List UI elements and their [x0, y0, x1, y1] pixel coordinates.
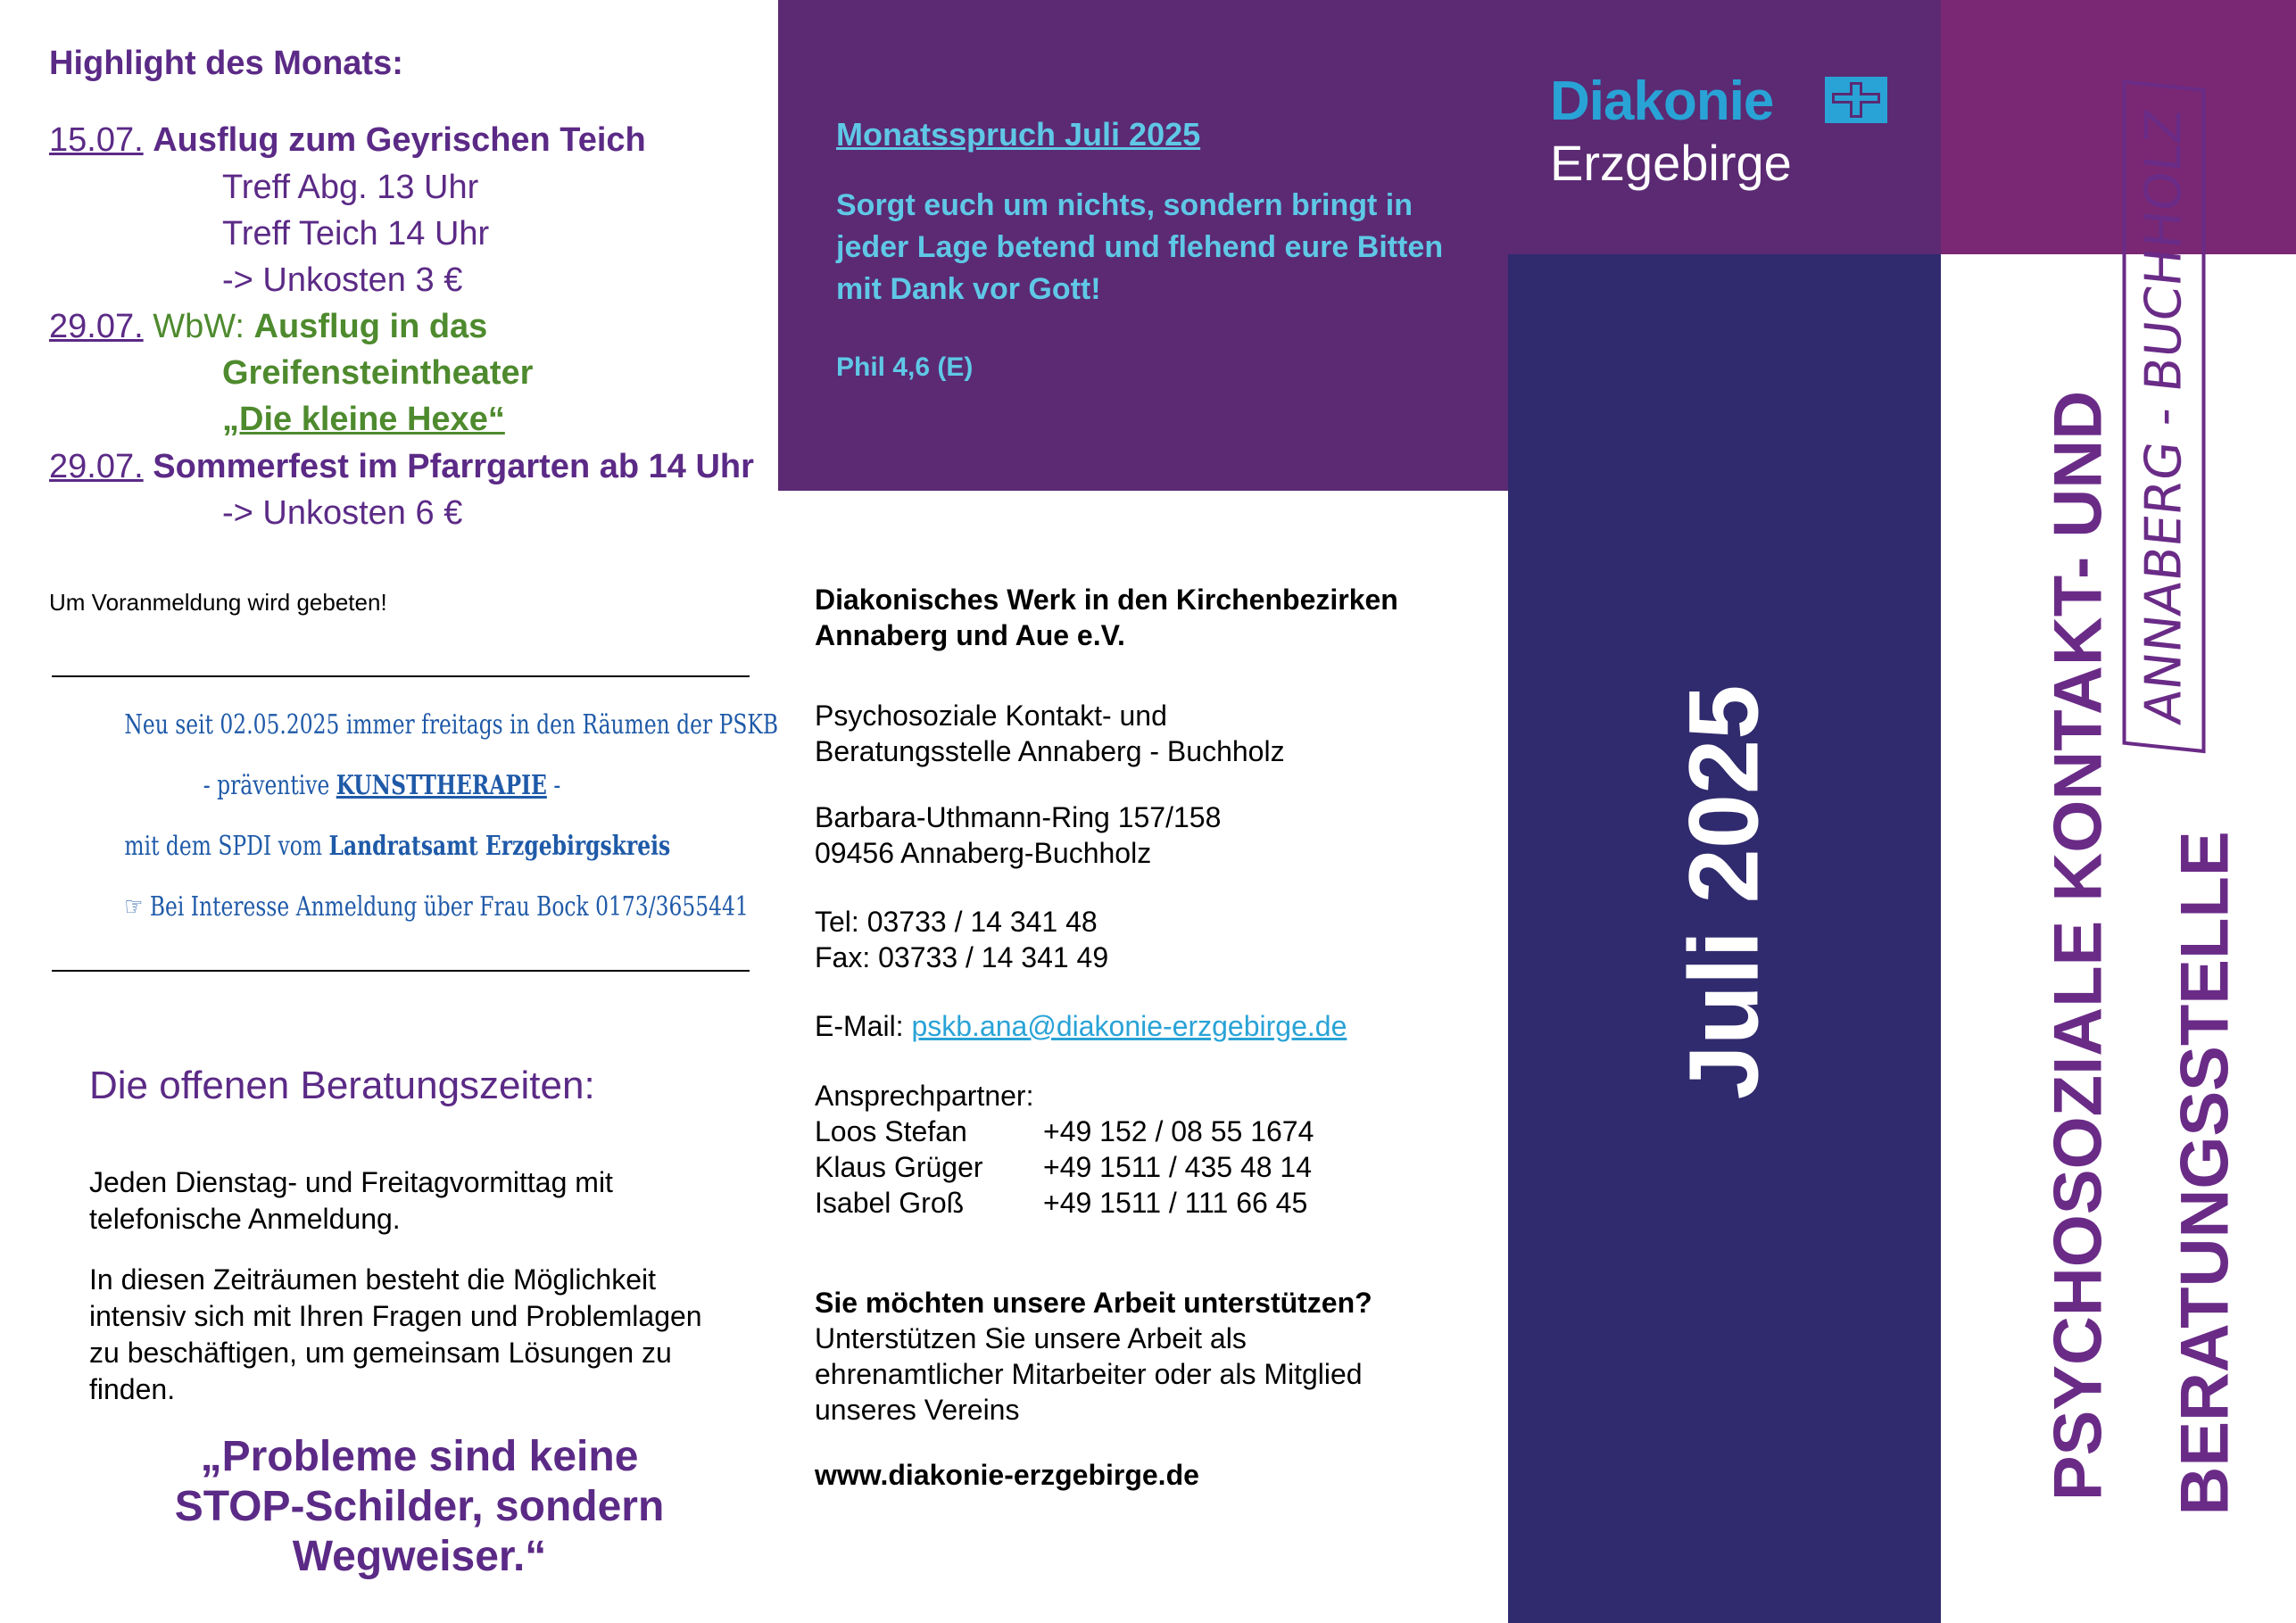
event-3-title: Sommerfest im Pfarrgarten ab 14 Uhr	[153, 448, 754, 485]
art-therapy-partner-pre: mit dem SPDI vom	[124, 831, 323, 862]
contact-person-name: Isabel Groß	[815, 1187, 965, 1219]
diakonie-cross-icon	[1825, 77, 1887, 123]
consultation-heading: Die offenen Beratungszeiten:	[89, 1064, 595, 1107]
email-label: E-Mail:	[815, 1010, 904, 1042]
art-therapy-post: -	[553, 770, 561, 801]
phone-numbers	[815, 904, 1108, 975]
art-therapy-intro: Neu seit 02.05.2025 immer freitags in den Räumen der PSKB	[124, 709, 779, 741]
event-2-venue: Greifensteintheater	[222, 354, 534, 392]
event-2-date: 29.07.	[49, 308, 144, 345]
address-street: Barbara-Uthmann-Ring 157/158	[815, 801, 1222, 833]
support-section	[815, 1285, 1372, 1428]
location-stamp	[2123, 85, 2206, 749]
cover-title-line-2: BERATUNGSSTELLE	[2167, 831, 2243, 1516]
event-1-meeting-1: Treff Abg. 13 Uhr	[222, 169, 479, 206]
event-1-meeting-2: Treff Teich 14 Uhr	[222, 215, 490, 253]
organization-name	[815, 582, 1398, 653]
email-link[interactable]: pskb.ana@diakonie-erzgebirge.de	[911, 1010, 1347, 1042]
quote-line-1: „Probleme sind keine	[200, 1433, 639, 1480]
fax: Fax: 03733 / 14 341 49	[815, 941, 1109, 973]
consultation-times: Jeden Dienstag- und Freitagvormittag mit telefonische Anmeldung.	[89, 1166, 613, 1235]
event-2-prefix: WbW:	[153, 308, 245, 345]
service-line-2: Beratungsstelle Annaberg - Buchholz	[815, 735, 1285, 767]
event-2-title: Ausflug in das	[253, 308, 488, 345]
pointing-hand-icon: ☞	[124, 891, 144, 923]
art-therapy-contact: Bei Interesse Anmeldung über Frau Bock 0173/3655441	[149, 891, 749, 923]
art-therapy-line-4	[124, 891, 749, 923]
contact-person-phone: +49 152 / 08 55 1674	[1043, 1115, 1314, 1147]
monthly-verse-reference: Phil 4,6 (E)	[836, 352, 974, 382]
contact-person-phone: +49 1511 / 111 66 45	[1043, 1187, 1308, 1219]
contact-persons-label: Ansprechpartner:	[815, 1080, 1034, 1112]
art-therapy-partner: Landratsamt Erzgebirgskreis	[328, 831, 671, 862]
contact-person-name: Klaus Grüger	[815, 1151, 983, 1183]
quote-line-2: STOP-Schilder, sondern	[174, 1483, 665, 1530]
support-title: Sie möchten unsere Arbeit unterstützen?	[815, 1287, 1372, 1319]
service-name	[815, 698, 1285, 769]
location-stamp-text: ANNABERG - BUCHHOLZ	[2123, 80, 2206, 753]
event-3-date: 29.07.	[49, 448, 144, 485]
art-therapy-line-3	[124, 831, 671, 862]
art-therapy-pre: - präventive	[203, 770, 330, 801]
telephone: Tel: 03733 / 14 341 48	[815, 906, 1098, 938]
consultation-description: In diesen Zeiträumen besteht die Möglichkeit intensiv sich mit Ihren Fragen und Problemlagen zu beschäftigen, um gemeinsam Lösungen zu finden.	[89, 1263, 702, 1405]
address	[815, 799, 1221, 871]
website[interactable]	[815, 1457, 1199, 1493]
event-3	[49, 448, 754, 486]
monthly-verse-title: Monatsspruch Juli 2025	[836, 116, 1201, 153]
contact-person-row	[815, 1149, 1314, 1185]
quote-line-3: Wegweiser.“	[292, 1533, 547, 1580]
website-link[interactable]: www.diakonie-erzgebirge.de	[815, 1459, 1199, 1491]
event-2	[49, 308, 487, 346]
monthly-verse-text: Sorgt euch um nichts, sondern bringt in jeder Lage betend und flehend eure Bitten mit Dank vor Gott!	[836, 188, 1444, 306]
service-line-1: Psychosoziale Kontakt- und	[815, 700, 1167, 732]
contact-person-name: Loos Stefan	[815, 1115, 967, 1147]
quote	[116, 1432, 723, 1582]
art-therapy-line-2	[124, 770, 639, 801]
support-line-1: Unterstützen Sie unsere Arbeit als	[815, 1322, 1247, 1354]
highlight-heading: Highlight des Monats:	[49, 45, 403, 82]
contact-person-row	[815, 1114, 1314, 1149]
event-3-cost: -> Unkosten 6 €	[222, 494, 463, 532]
event-1-title: Ausflug zum Geyrischen Teich	[153, 121, 646, 159]
art-therapy-keyword: KUNSTTHERAPIE	[336, 770, 547, 801]
email-row	[815, 1008, 1347, 1044]
registration-note: Um Voranmeldung wird gebeten!	[49, 589, 387, 616]
art-therapy-line-1	[124, 709, 779, 741]
org-line-2: Annaberg und Aue e.V.	[815, 619, 1125, 651]
cover-accent-strip	[1941, 0, 2296, 254]
contact-persons	[815, 1078, 1314, 1221]
event-1	[49, 121, 646, 160]
org-line-1: Diakonisches Werk in den Kirchenbezirken	[815, 584, 1398, 616]
contact-person-row	[815, 1185, 1314, 1221]
month-title: Juli 2025	[1669, 684, 1779, 1100]
support-line-3: unseres Vereins	[815, 1394, 1020, 1426]
divider-bottom	[52, 970, 750, 972]
event-1-cost: -> Unkosten 3 €	[222, 261, 463, 299]
contact-person-phone: +49 1511 / 435 48 14	[1043, 1151, 1313, 1183]
address-city: 09456 Annaberg-Buchholz	[815, 837, 1152, 869]
support-line-2: ehrenamtlicher Mitarbeiter oder als Mitglied	[815, 1358, 1363, 1390]
event-2-play: „Die kleine Hexe“	[222, 401, 505, 438]
divider-top	[52, 675, 750, 677]
cover-title-line-1: PSYCHOSOZIALE KONTAKT- UND	[2040, 390, 2117, 1502]
diakonie-logo-subtitle: Erzgebirge	[1550, 135, 1792, 191]
diakonie-logo-word: Diakonie	[1550, 70, 1774, 132]
event-1-date: 15.07.	[49, 121, 144, 159]
